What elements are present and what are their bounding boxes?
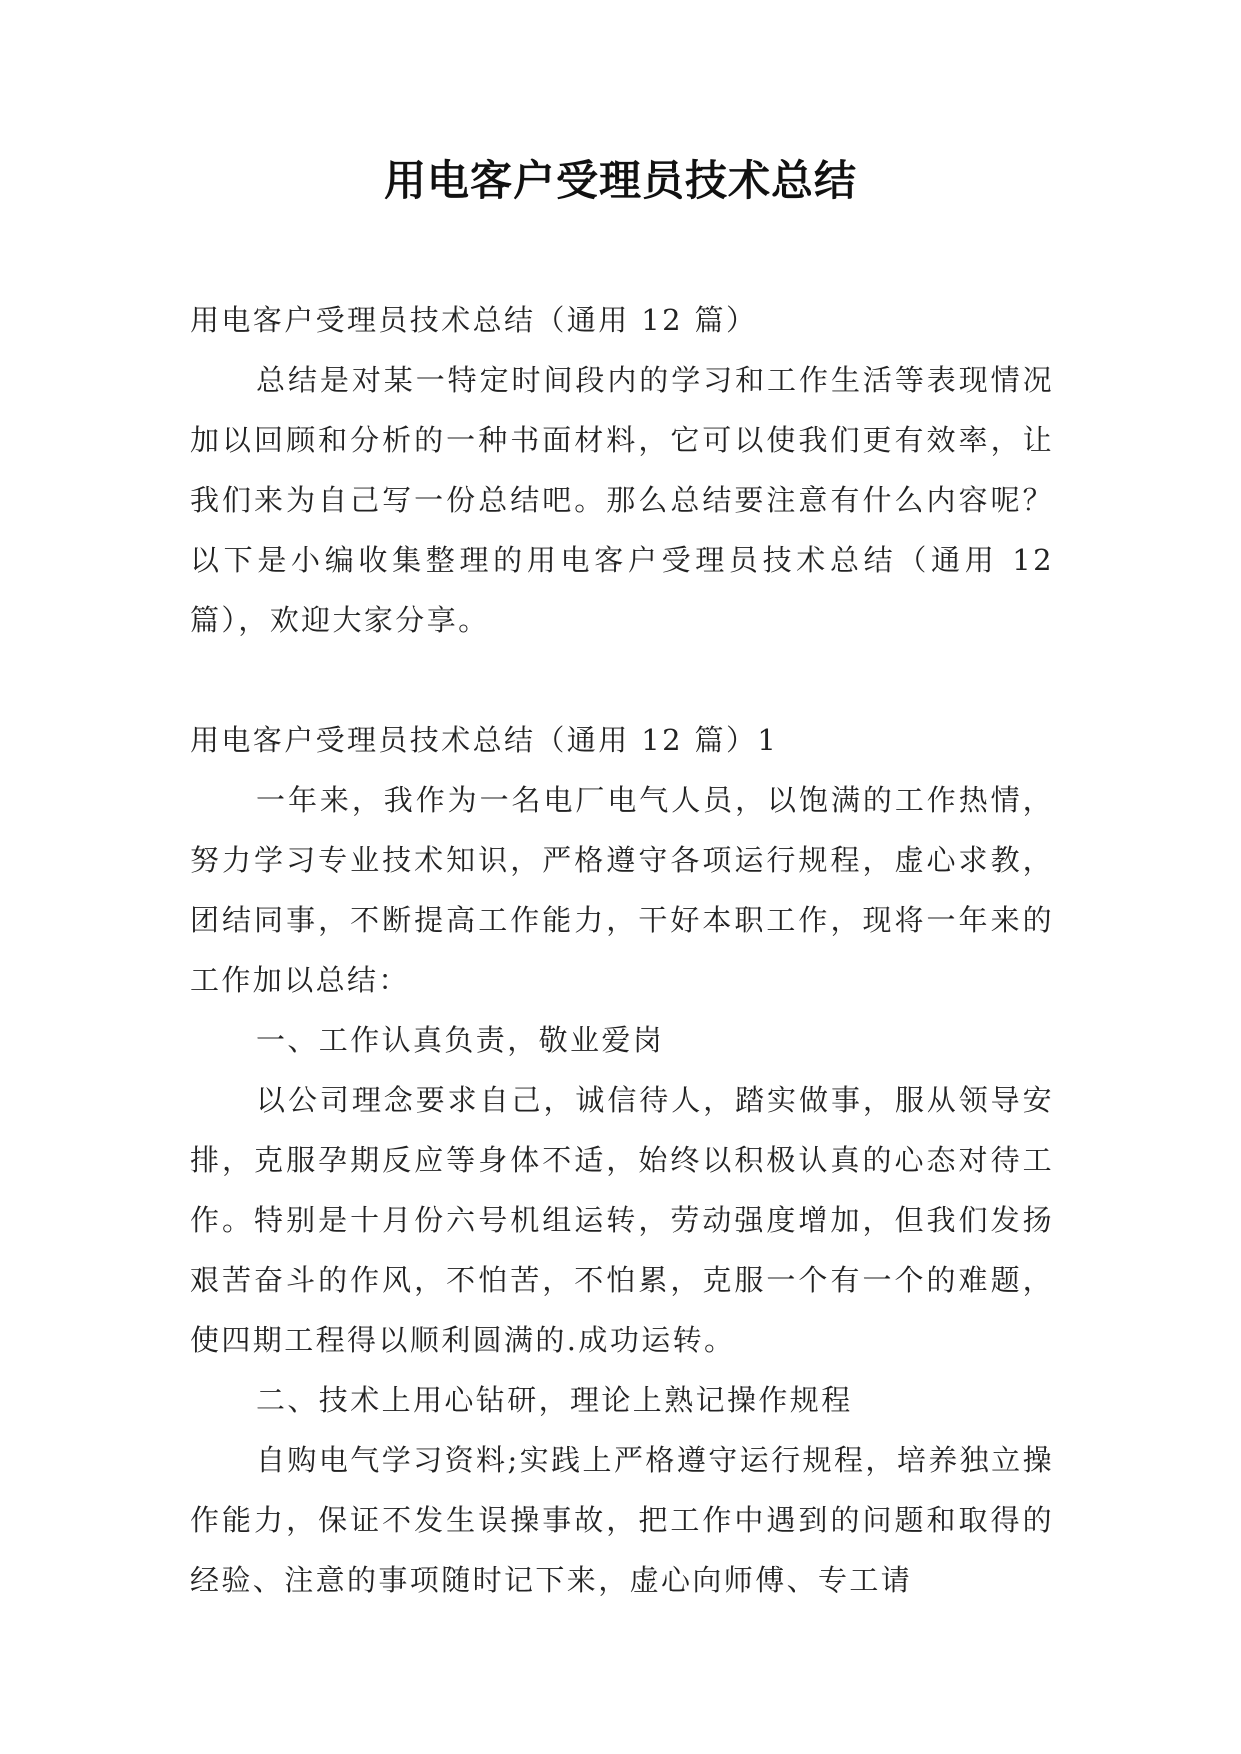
- document-subtitle: 用电客户受理员技术总结（通用 12 篇）: [190, 303, 758, 337]
- section-heading: 用电客户受理员技术总结（通用 12 篇）1: [190, 723, 779, 757]
- document-title: 用电客户受理员技术总结: [383, 156, 857, 205]
- point-heading-1: 一、工作认真负责，敬业爱岗: [256, 1023, 665, 1057]
- body-paragraph-1: 一年来，我作为一名电厂电气人员，以饱满的工作热情，努力学习专业技术知识，严格遵守各项运行规程，虚心求教，团结同事，不断提高工作能力，干好本职工作，现将一年来的工作加以总结：: [190, 783, 1054, 997]
- paragraph-gap: [190, 650, 1054, 710]
- intro-paragraph: 总结是对某一特定时间段内的学习和工作生活等表现情况加以回顾和分析的一种书面材料，它可以使我们更有效率，让我们来为自己写一份总结吧。那么总结要注意有什么内容呢？以下是小编收集整理的用电客户受理员技术总结（通用 12 篇），欢迎大家分享。: [190, 363, 1054, 637]
- point-heading-2: 二、技术上用心钻研，理论上熟记操作规程: [256, 1383, 853, 1417]
- body-paragraph-3: 自购电气学习资料;实践上严格遵守运行规程，培养独立操作能力，保证不发生误操事故，把工作中遇到的问题和取得的经验、注意的事项随时记下来，虚心向师傅、专工请: [190, 1443, 1054, 1597]
- body-paragraph-2: 以公司理念要求自己，诚信待人，踏实做事，服从领导安排，克服孕期反应等身体不适，始终以积极认真的心态对待工作。特别是十月份六号机组运转，劳动强度增加，但我们发扬艰苦奋斗的作风，不怕苦，不怕累，克服一个有一个的难题，使四期工程得以顺利圆满的.成功运转。: [190, 1083, 1054, 1357]
- document-body: [190, 290, 1054, 1610]
